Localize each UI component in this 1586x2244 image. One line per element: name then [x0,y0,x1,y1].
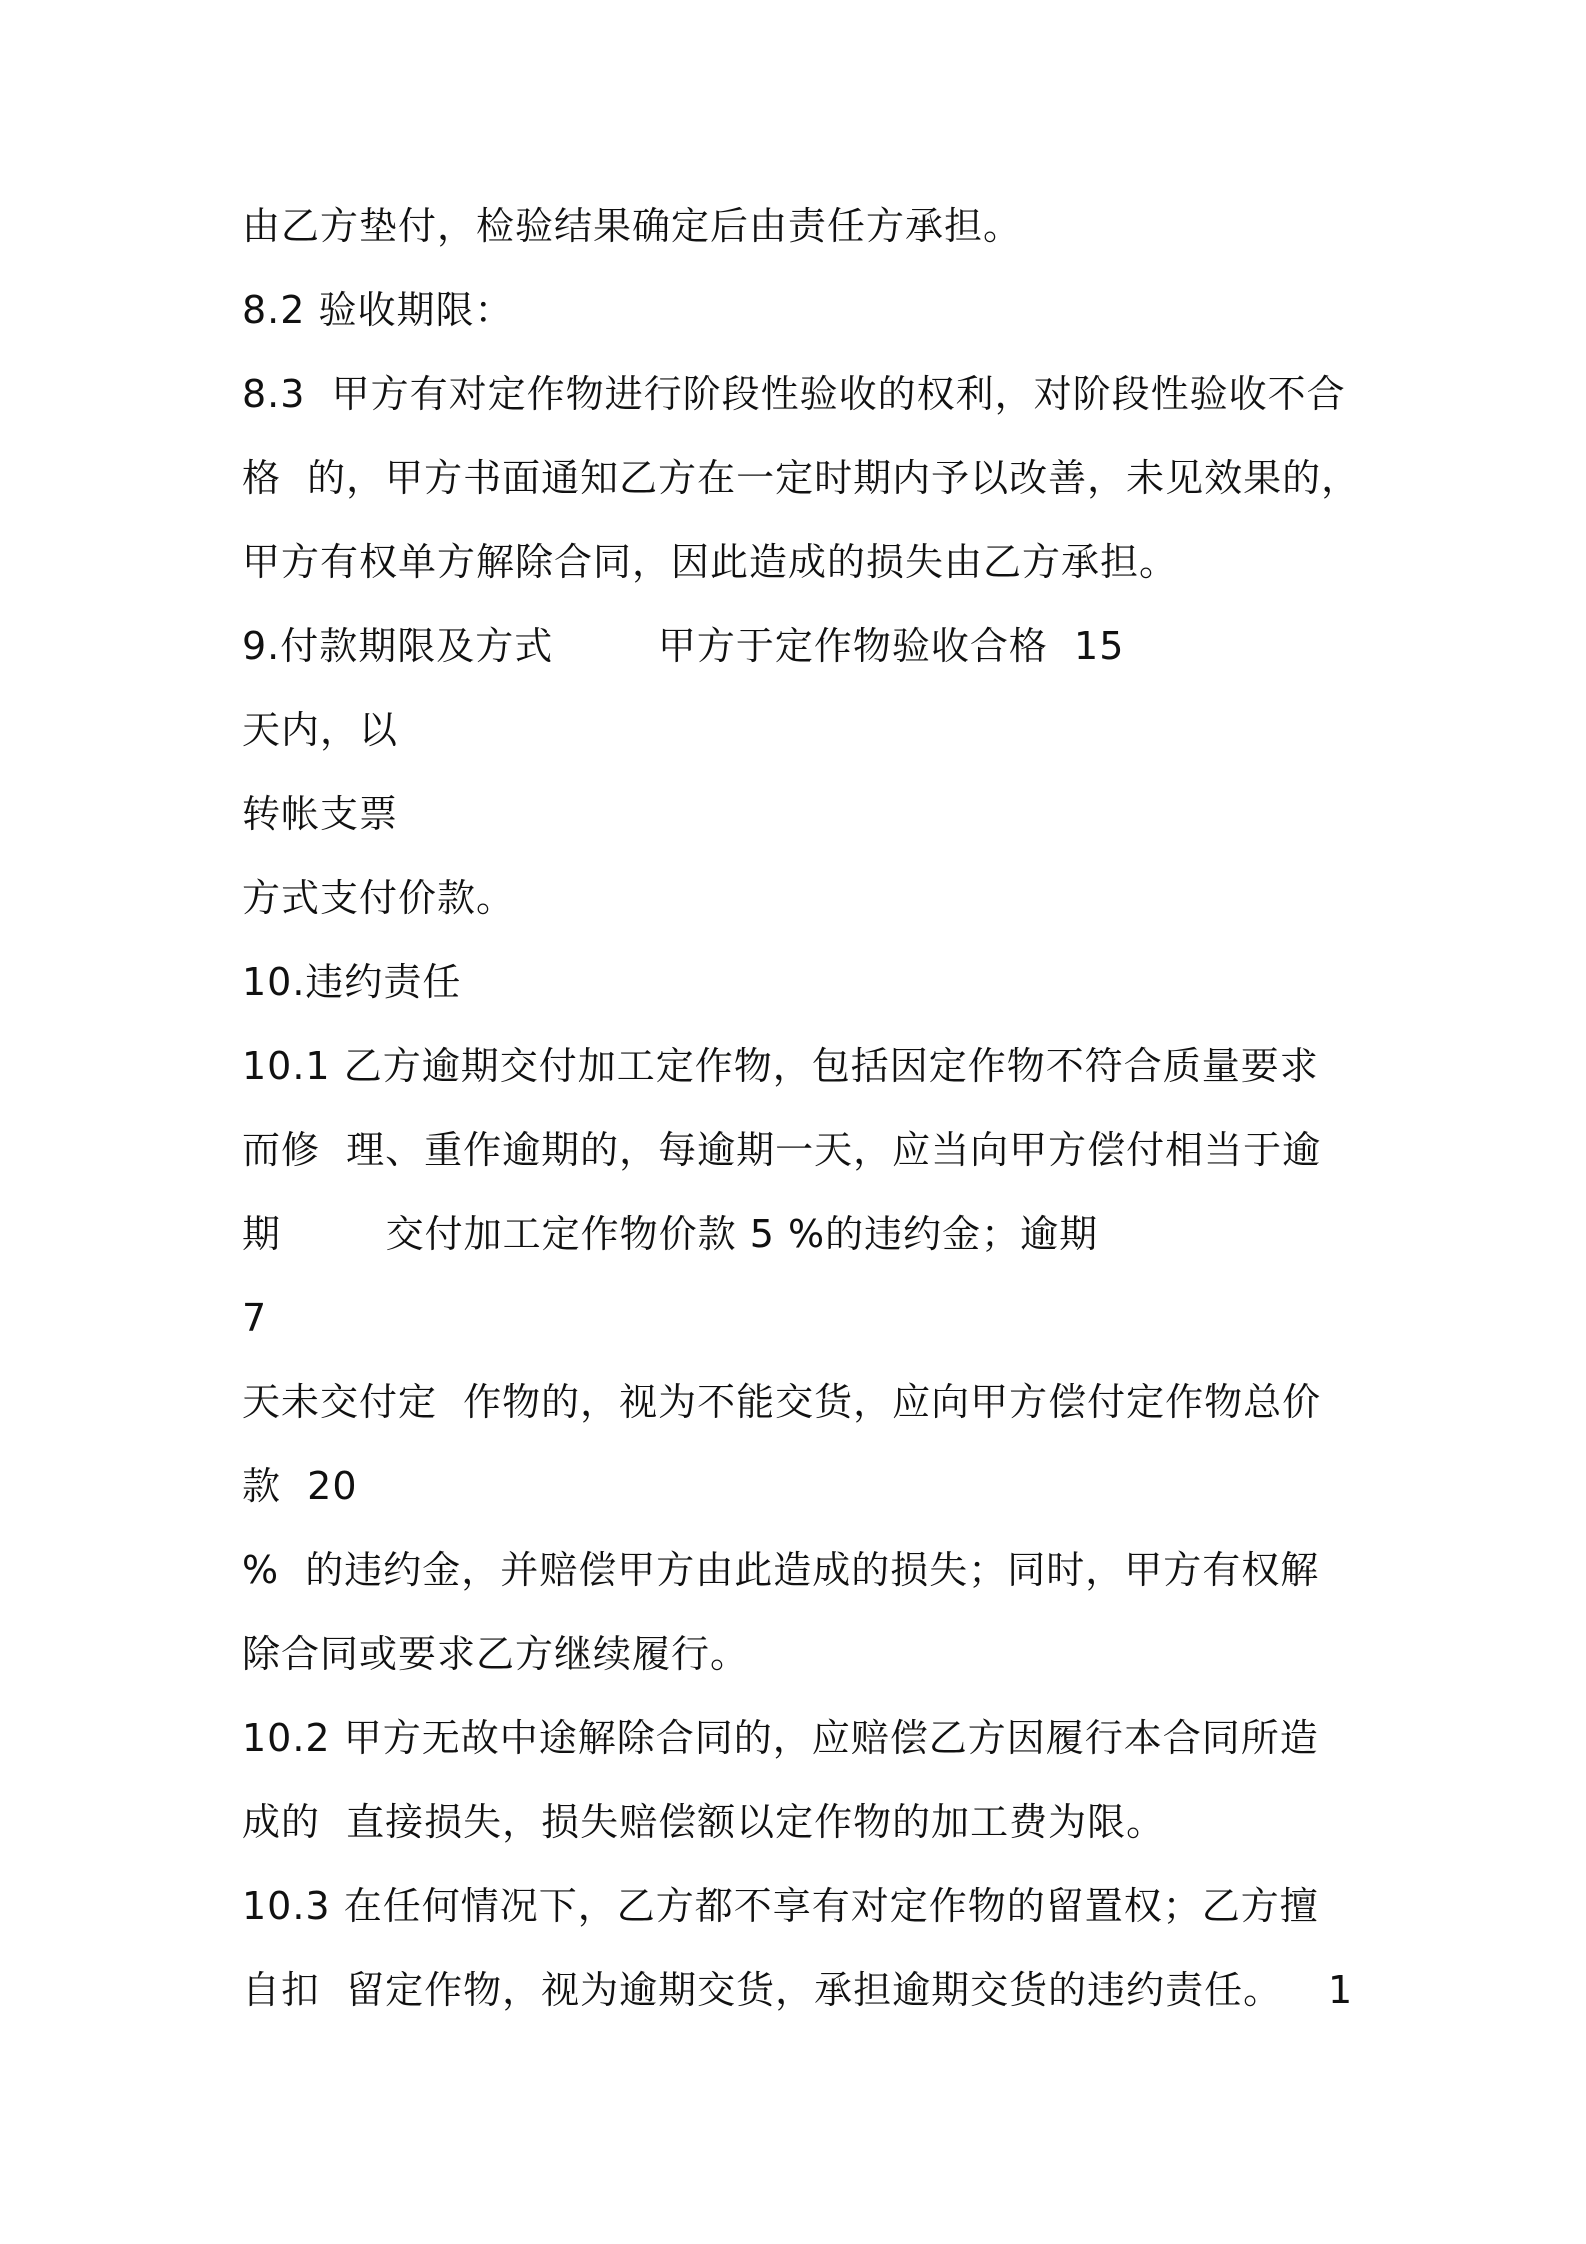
text-line: 9.付款期限及方式 甲方于定作物验收合格 15 [242,624,1125,668]
text-line: 而修 理、重作逾期的，每逾期一天，应当向甲方偿付相当于逾 [242,1128,1322,1172]
text-line: 8.3 甲方有对定作物进行阶段性验收的权利，对阶段性验收不合 [242,372,1346,416]
text-line: 10.1 乙方逾期交付加工定作物，包括因定作物不符合质量要求 [242,1044,1319,1088]
text-line: 由乙方垫付，检验结果确定后由责任方承担。 [242,204,1023,248]
text-line: 甲方有权单方解除合同，因此造成的损失由乙方承担。 [242,540,1179,584]
text-line: 10.2 甲方无故中途解除合同的，应赔偿乙方因履行本合同所造 [242,1716,1319,1760]
text-line: % 的违约金，并赔偿甲方由此造成的损失；同时，甲方有权解 [242,1548,1320,1592]
text-line: 天内，以 [242,708,399,752]
text-line: 款 20 [242,1464,358,1508]
text-line: 格 的，甲方书面通知乙方在一定时期内予以改善，未见效果的， [242,456,1361,500]
text-line: 10.3 在任何情况下，乙方都不享有对定作物的留置权；乙方擅 [242,1884,1319,1928]
text-line: 自扣 留定作物，视为逾期交货，承担逾期交货的违约责任。 [242,1968,1283,2012]
text-line: 转帐支票 [242,792,399,836]
page-number: 1 [1328,1968,1353,2012]
text-line: 成的 直接损失，损失赔偿额以定作物的加工费为限。 [242,1800,1166,1844]
text-line: 除合同或要求乙方继续履行。 [242,1632,750,1676]
text-line: 期 交付加工定作物价款 5 %的违约金；逾期 [242,1212,1099,1256]
text-line: 7 [242,1296,268,1340]
text-line: 天未交付定 作物的，视为不能交货，应向甲方偿付定作物总价 [242,1380,1322,1424]
text-line: 8.2 验收期限： [242,288,514,332]
section-heading: 10.违约责任 [242,960,462,1004]
text-line: 方式支付价款。 [242,876,516,920]
